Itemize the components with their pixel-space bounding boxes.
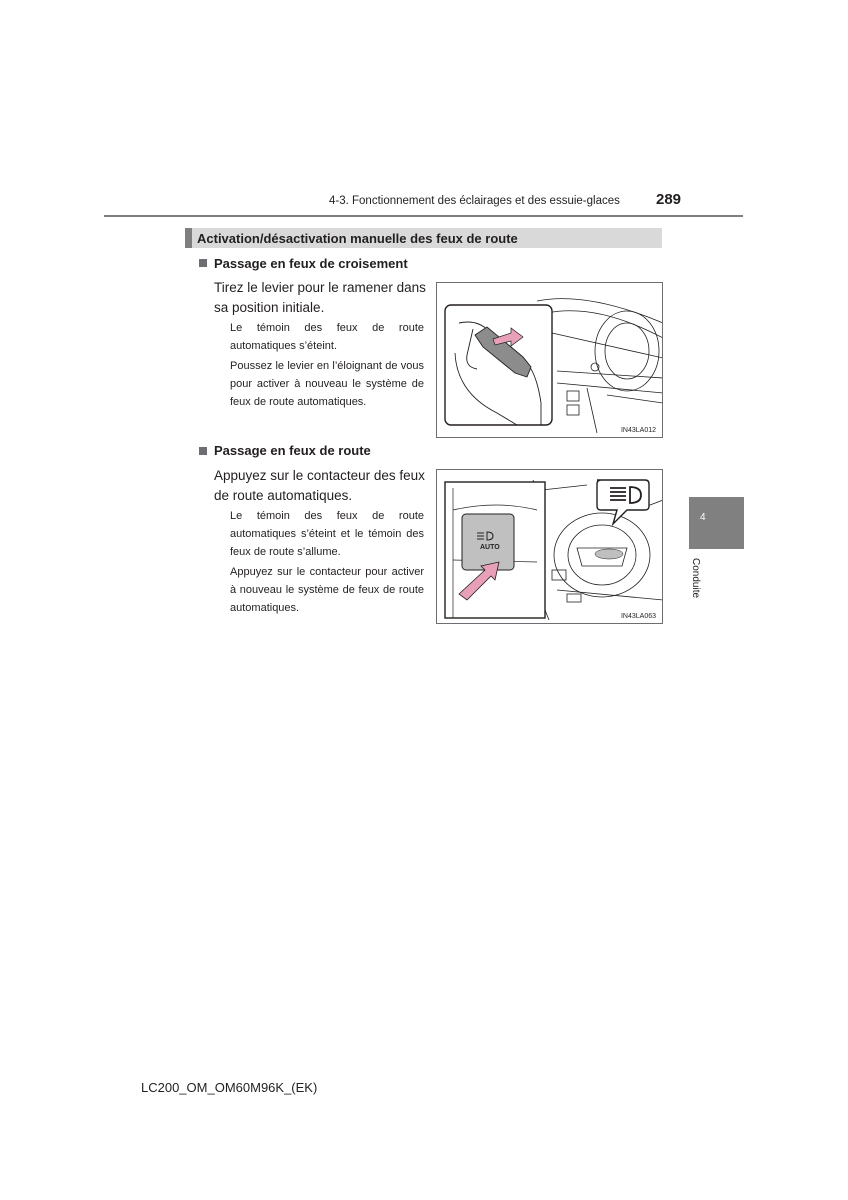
page-number: 289 xyxy=(656,191,682,208)
footer-document-code: LC200_OM_OM60M96K_(EK) xyxy=(141,1080,318,1095)
low-beam-heading: Passage en feux de croisement xyxy=(214,256,408,271)
low-beam-note-2: Poussez le levier en l’éloignant de vous pour activer à nouveau le système de feux de route automatiques. xyxy=(230,360,424,408)
high-beam-note-1: Le témoin des feux de route automatiques s’éteint et le témoin des feux de route s’allume. xyxy=(230,510,424,558)
header-rule xyxy=(104,215,743,217)
header-section-title: 4-3. Fonctionnement des éclairages et des essuie-glaces xyxy=(329,195,620,207)
auto-switch-button xyxy=(462,514,514,570)
chapter-tab-number: 4 xyxy=(700,512,706,523)
high-beam-note-2: Appuyez sur le contacteur pour activer à nouveau le système de feux de route automatiques. xyxy=(230,566,424,614)
high-beam-heading: Passage en feux de route xyxy=(214,443,371,458)
chapter-tab xyxy=(689,497,744,549)
chapter-tab-label: Conduite xyxy=(690,558,701,599)
auto-switch-label: AUTO xyxy=(480,544,500,551)
section-title: Activation/désactivation manuelle des feux de route xyxy=(197,231,518,246)
figure-code-1: IN43LA012 xyxy=(620,427,656,434)
lever-illustration xyxy=(437,283,663,438)
low-beam-instruction: Tirez le levier pour le ramener dans sa position initiale. xyxy=(214,280,426,315)
figure-code-2: IN43LA063 xyxy=(620,613,656,620)
bullet-square-icon xyxy=(199,259,207,267)
low-beam-note-1: Le témoin des feux de route automatiques s’éteint. xyxy=(230,322,424,352)
bullet-square-icon xyxy=(199,447,207,455)
figure-lever-pull xyxy=(436,282,663,438)
high-beam-instruction: Appuyez sur le contacteur des feux de route automatiques. xyxy=(214,468,425,503)
switch-illustration xyxy=(437,470,663,624)
figure-auto-switch xyxy=(436,469,663,624)
